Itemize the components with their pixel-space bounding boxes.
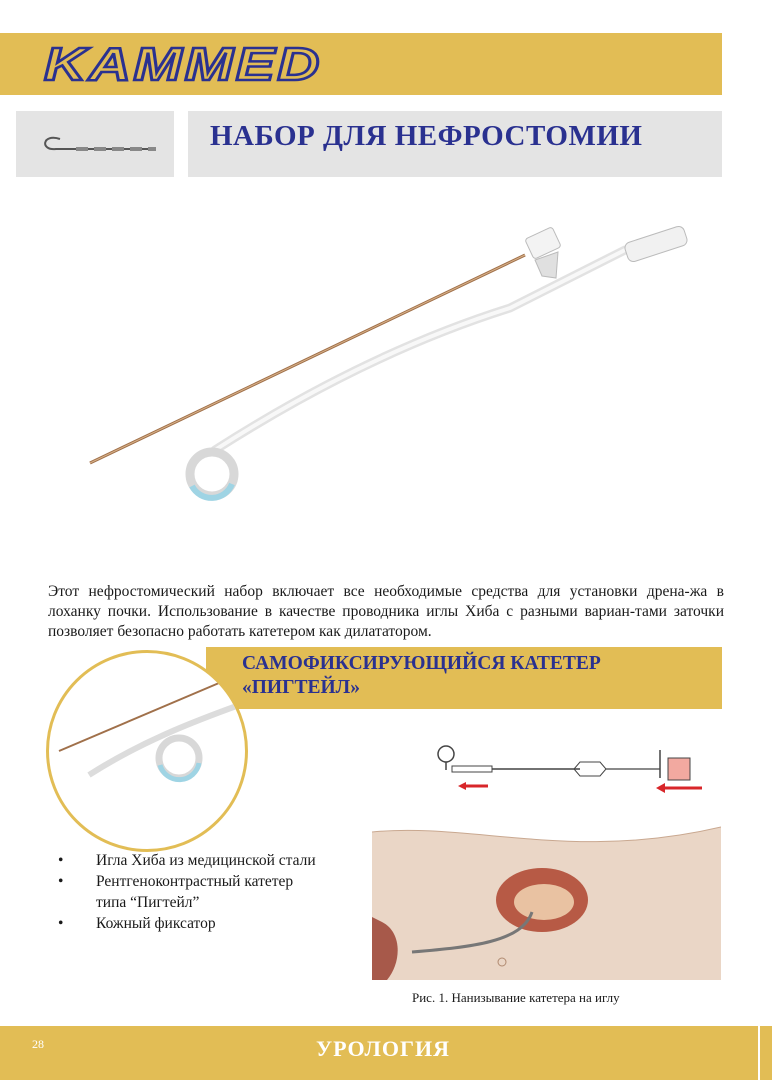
thumbnail-panel <box>16 111 174 177</box>
svg-text:KAMMED: KAMMED <box>44 40 322 88</box>
feature-list <box>48 850 316 934</box>
bullet-icon: • <box>58 873 64 890</box>
catheter-needle-product-photo <box>80 210 700 510</box>
list-item: • Кожный фиксатор <box>58 915 216 932</box>
pigtail-catheter-thumbnail <box>16 111 174 177</box>
pigtail-detail-circle <box>46 650 248 852</box>
kammed-logo <box>40 40 330 88</box>
bullet-icon: • <box>58 852 64 869</box>
page-title: НАБОР ДЛЯ НЕФРОСТОМИИ <box>210 120 643 152</box>
list-item: • Рентгеноконтрастный катетер <box>58 873 294 890</box>
subsection-title-line2: «ПИГТЕЙЛ» <box>242 677 360 698</box>
subsection-title-line1: САМОФИКСИРУЮЩИЙСЯ КАТЕТЕР <box>242 653 601 674</box>
catheter-schematic-diagram <box>430 738 720 798</box>
section-title: УРОЛОГИЯ <box>316 1036 450 1061</box>
pigtail-detail-illustration <box>49 653 245 849</box>
subsection-title <box>242 652 601 700</box>
footer-edge-stripe <box>758 1026 772 1080</box>
kidney-illustration <box>372 822 721 980</box>
figure-caption: Рис. 1. Нанизывание катетера на иглу <box>412 990 620 1005</box>
intro-paragraph: Этот нефростомический набор включает все необходимые средства для установки дрена-жа в лоханку почки. Использование в качестве проводника иглы Хиба с разными вариан-тами заточки позволяет безопасно работать катетером как дилататором. <box>48 583 724 640</box>
list-item: • Игла Хиба из медицинской стали <box>58 852 316 869</box>
bullet-icon: • <box>58 915 64 932</box>
list-item-continuation: типа “Пигтейл” <box>96 894 200 911</box>
page-number: 28 <box>32 1037 44 1051</box>
